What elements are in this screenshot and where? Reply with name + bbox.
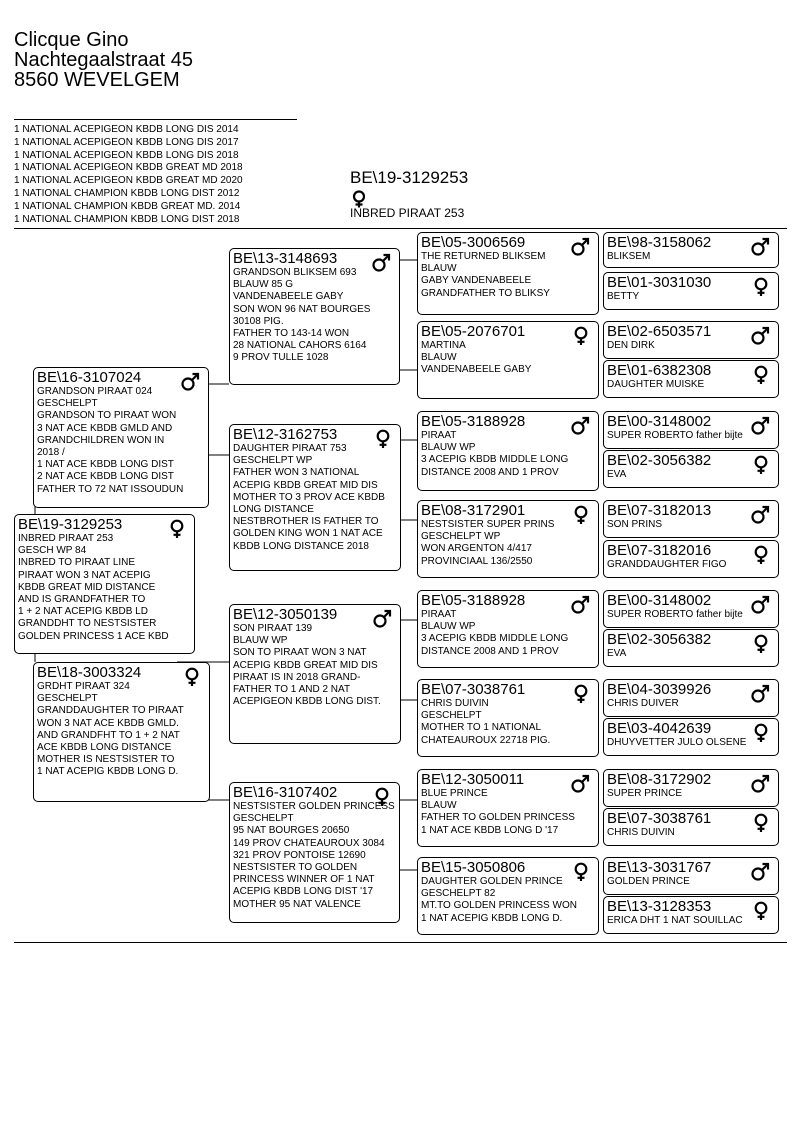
title-item: 1 NATIONAL ACEPIGEON KBDB GREAT MD 2020 <box>14 175 243 187</box>
pigeon-info-line: DISTANCE 2008 AND 1 PROV <box>421 645 559 657</box>
pigeon-info-line: GESCHELPT WP <box>421 531 501 543</box>
pigeon-card-g5l <box>603 718 779 756</box>
pigeon-info-line: MOTHER 95 NAT VALENCE <box>233 898 361 910</box>
male-icon <box>750 416 770 441</box>
male-icon <box>750 326 770 351</box>
pigeon-info-line: GRANDFATHER TO BLIKSY <box>421 287 550 299</box>
pigeon-info-line: GRANDSON TO PIRAAT WON <box>37 410 177 422</box>
ring-number: BE\07-3038761 <box>607 810 712 827</box>
pigeon-info-line: GABY VANDENABEELE <box>421 275 532 287</box>
ring-number: BE\05-2076701 <box>421 323 526 340</box>
pigeon-info-line: EVA <box>607 648 627 659</box>
pigeon-info-line: 9 PROV TULLE 1028 <box>233 352 329 364</box>
pigeon-info-line: GRANDDAUGHTER TO PIRAAT <box>37 705 184 717</box>
pigeon-info-line: WON ARGENTON 4/417 <box>421 543 532 555</box>
pigeon-card-g3b <box>229 424 401 571</box>
pigeon-info-line: 2018 / <box>37 447 65 459</box>
pigeon-info-line: GRANDCHILDREN WON IN <box>37 434 165 446</box>
pigeon-info-line: DISTANCE 2008 AND 1 PROV <box>421 466 559 478</box>
pigeon-card-g4d <box>417 500 599 578</box>
pigeon-info-line: FATHER TO 143-14 WON <box>233 328 350 340</box>
pigeon-info-line: AND GRANDFHT TO 1 + 2 NAT <box>37 729 180 741</box>
pigeon-info-line: DHUYVETTER JULO OLSENE <box>607 737 747 748</box>
pigeon-info-line: PIRAAT <box>421 609 457 620</box>
female-icon <box>572 684 590 709</box>
pigeon-info-line: NESTSISTER GOLDEN PRINCESS <box>233 801 395 812</box>
pigeon-info-line: MT.TO GOLDEN PRINCESS WON <box>421 900 577 912</box>
pigeon-info-line: PIRAAT <box>421 430 457 441</box>
pigeon-info-line: GRDHT PIRAAT 324 <box>37 681 130 692</box>
ring-number: BE\05-3188928 <box>421 413 526 430</box>
pigeon-info-line: SON TO PIRAAT WON 3 NAT <box>233 647 367 659</box>
female-icon <box>752 365 770 390</box>
pigeon-info-line: SON PRINS <box>607 519 663 530</box>
pigeon-info-line: BLAUW WP <box>421 621 476 633</box>
ring-number: BE\12-3050011 <box>421 771 525 788</box>
female-icon <box>168 519 186 544</box>
pigeon-card-g5i <box>603 590 779 628</box>
pigeon-card-g3c <box>229 604 401 744</box>
ring-number: BE\13-3031767 <box>607 859 712 876</box>
pigeon-info-line: 1 NAT ACEPIG KBDB LONG D. <box>37 766 179 778</box>
pigeon-info-line: 95 NAT BOURGES 20650 <box>233 825 350 837</box>
pigeon-card-g5g <box>603 500 779 538</box>
ring-number: BE\13-3148693 <box>233 250 338 267</box>
ring-number: BE\05-3006569 <box>421 234 526 251</box>
pigeon-info-line: THE RETURNED BLIKSEM <box>421 251 546 262</box>
pigeon-info-line: DAUGHTER PIRAAT 753 <box>233 443 347 454</box>
title-item: 1 NATIONAL ACEPIGEON KBDB LONG DIS 2014 <box>14 124 239 135</box>
pigeon-card-g5k <box>603 679 779 717</box>
female-icon <box>374 429 392 454</box>
female-icon <box>572 505 590 530</box>
ring-number: BE\01-6382308 <box>607 362 712 379</box>
ring-number: BE\16-3107402 <box>233 784 338 801</box>
pigeon-info-line: GOLDEN PRINCE <box>607 876 690 887</box>
ring-number: BE\07-3182013 <box>607 502 712 519</box>
pigeon-card-g5c <box>603 321 779 359</box>
pigeon-info-line: FATHER TO GOLDEN PRINCESS <box>421 812 575 824</box>
pigeon-info-line: 30108 PIG. <box>233 315 284 327</box>
pigeon-info-line: GRANDDHT TO NESTSISTER <box>18 618 157 630</box>
title-item: 1 NATIONAL CHAMPION KBDB LONG DIST 2018 <box>14 213 240 225</box>
pigeon-info-line: KBDB LONG DISTANCE 2018 <box>233 540 369 552</box>
pigeon-card-g4b <box>417 321 599 399</box>
pigeon-info-line: DAUGHTER GOLDEN PRINCE <box>421 876 563 887</box>
pigeon-info-line: MOTHER TO 1 NATIONAL <box>421 722 542 734</box>
pigeon-info-line: VANDENABEELE GABY <box>233 291 344 303</box>
pigeon-info-line: GRANDSON BLIKSEM 693 <box>233 267 357 278</box>
pigeon-info-line: NESTSISTER SUPER PRINS <box>421 519 555 530</box>
male-icon <box>372 609 392 634</box>
female-icon <box>752 277 770 302</box>
pigeon-info-line: 3 ACEPIG KBDB MIDDLE LONG <box>421 454 569 466</box>
pigeon-info-line: PROVINCIAAL 136/2550 <box>421 555 533 567</box>
pigeon-card-g5j <box>603 629 779 667</box>
pigeon-card-g5n <box>603 808 779 846</box>
female-icon <box>752 455 770 480</box>
pigeon-card-g5f <box>603 450 779 488</box>
pigeon-info-line: AND IS GRANDFATHER TO <box>18 594 146 606</box>
pigeon-card-g5d <box>603 360 779 398</box>
pigeon-info-line: VANDENABEELE GABY <box>421 364 532 376</box>
ring-number: BE\12-3162753 <box>233 426 338 443</box>
male-icon <box>371 253 391 278</box>
ring-number: BE\07-3182016 <box>607 542 712 559</box>
pigeon-info-line: BETTY <box>607 291 640 302</box>
pigeon-info-line: LONG DISTANCE <box>233 504 314 516</box>
pigeon-info-line: 1 NAT ACEPIG KBDB LONG D. <box>421 912 563 924</box>
pigeon-info-line: EVA <box>607 469 627 480</box>
pigeon-info-line: GRANDDAUGHTER FIGO <box>607 559 727 570</box>
title-item: 1 NATIONAL CHAMPION KBDB LONG DIST 2012 <box>14 187 240 199</box>
pigeon-card-g1 <box>14 514 195 654</box>
pigeon-info-line: GOLDEN KING WON 1 NAT ACE <box>233 528 383 540</box>
pigeon-info-line: PRINCESS WINNER OF 1 NAT <box>233 874 375 886</box>
male-icon <box>750 684 770 709</box>
title-item: 1 NATIONAL ACEPIGEON KBDB LONG DIS 2017 <box>14 136 239 148</box>
pigeon-info-line: WON 3 NAT ACE KBDB GMLD. <box>37 717 179 729</box>
male-icon <box>570 416 590 441</box>
ring-number: BE\00-3148002 <box>607 413 712 430</box>
male-icon <box>750 862 770 887</box>
pigeon-info-line: NESTSISTER TO GOLDEN <box>233 862 358 874</box>
pigeon-card-g3d <box>229 782 400 923</box>
title-item: 1 NATIONAL ACEPIGEON KBDB GREAT MD 2018 <box>14 162 243 174</box>
male-icon <box>750 237 770 262</box>
pigeon-card-g5m <box>603 769 779 807</box>
male-icon <box>180 372 200 397</box>
female-icon <box>572 862 590 887</box>
pigeon-info-line: GESCHELPT <box>421 710 482 722</box>
pigeon-info-line: 28 NATIONAL CAHORS 6164 <box>233 340 367 352</box>
pigeon-info-line: INBRED PIRAAT 253 <box>18 533 114 544</box>
female-icon <box>183 667 201 692</box>
ring-number: BE\98-3158062 <box>607 234 712 251</box>
pigeon-info-line: MOTHER IS NESTSISTER TO <box>37 754 175 766</box>
pigeon-card-g4h <box>417 857 599 935</box>
pigeon-card-g5b <box>603 272 779 310</box>
pigeon-info-line: 149 PROV CHATEAUROUX 3084 <box>233 837 385 849</box>
female-icon <box>373 787 391 812</box>
pigeon-info-line: BLAUW <box>421 263 457 275</box>
female-icon <box>752 634 770 659</box>
ring-number: BE\02-3056382 <box>607 452 712 469</box>
pigeon-info-line: 3 NAT ACE KBDB GMLD AND <box>37 422 173 434</box>
pigeon-info-line: DAUGHTER MUISKE <box>607 379 705 390</box>
male-icon <box>750 505 770 530</box>
ring-number: BE\02-3056382 <box>607 631 712 648</box>
owner-city: 8560 WEVELGEM <box>14 69 180 91</box>
pigeon-card-g5e <box>603 411 779 449</box>
ring-number: BE\01-3031030 <box>607 274 712 291</box>
ring-number: BE\19-3129253 <box>18 516 123 533</box>
male-icon <box>570 595 590 620</box>
pigeon-card-g4a <box>417 232 599 315</box>
ring-number: BE\13-3128353 <box>607 898 712 915</box>
pigeon-info-line: GRANDSON PIRAAT 024 <box>37 386 153 397</box>
pigeon-card-g4e <box>417 590 599 668</box>
female-icon <box>752 723 770 748</box>
pigeon-info-line: GOLDEN PRINCESS 1 ACE KBD <box>18 630 169 642</box>
ring-number: BE\12-3050139 <box>233 606 338 623</box>
pigeon-info-line: CHRIS DUIVIN <box>607 827 675 838</box>
pigeon-card-g5o <box>603 857 779 895</box>
pigeon-info-line: GESCHELPT <box>37 693 98 705</box>
ring-number: BE\03-4042639 <box>607 720 712 737</box>
pigeon-card-g4g <box>417 769 599 847</box>
pigeon-info-line: PIRAAT IS IN 2018 GRAND- <box>233 671 361 683</box>
pigeon-card-g5a <box>603 232 779 268</box>
pigeon-info-line: SUPER ROBERTO father bijte <box>607 609 743 620</box>
pigeon-info-line: CHRIS DUIVIN <box>421 698 489 709</box>
pigeon-info-line: NESTBROTHER IS FATHER TO <box>233 516 379 528</box>
ring-number: BE\00-3148002 <box>607 592 712 609</box>
pigeon-info-line: 2 NAT ACE KBDB LONG DIST <box>37 471 174 483</box>
pigeon-card-g5h <box>603 540 779 578</box>
pigeon-info-line: 1 + 2 NAT ACEPIG KBDB LD <box>18 606 148 618</box>
pigeon-info-line: INBRED TO PIRAAT LINE <box>18 557 136 569</box>
pigeon-info-line: ACEPIGEON KBDB LONG DIST. <box>233 696 381 708</box>
male-icon <box>750 774 770 799</box>
pigeon-info-line: SUPER PRINCE <box>607 788 683 799</box>
pigeon-info-line: BLAUW 85 G <box>233 279 294 291</box>
owner-name: Clicque Gino <box>14 29 129 51</box>
subject-name: INBRED PIRAAT 253 <box>350 206 465 220</box>
pigeon-info-line: FATHER TO 72 NAT ISSOUDUN <box>37 483 184 495</box>
pigeon-card-g2a <box>33 367 209 508</box>
pigeon-info-line: 3 ACEPIG KBDB MIDDLE LONG <box>421 633 569 645</box>
female-icon <box>752 813 770 838</box>
ring-number: BE\18-3003324 <box>37 664 142 681</box>
female-icon <box>572 326 590 351</box>
ring-number: BE\04-3039926 <box>607 681 712 698</box>
pigeon-info-line: FATHER TO 1 AND 2 NAT <box>233 684 351 696</box>
pigeon-info-line: GESCHELPT WP <box>233 455 313 467</box>
pigeon-info-line: ERICA DHT 1 NAT SOUILLAC <box>607 915 743 926</box>
pigeon-info-line: BLAUW <box>421 352 457 364</box>
pigeon-info-line: DEN DIRK <box>607 340 655 351</box>
owner-street: Nachtegaalstraat 45 <box>14 49 194 71</box>
pigeon-info-line: BLAUW <box>421 800 457 812</box>
male-icon <box>750 595 770 620</box>
ring-number: BE\16-3107024 <box>37 369 142 386</box>
pigeon-info-line: SUPER ROBERTO father bijte <box>607 430 743 441</box>
pigeon-card-g3a <box>229 248 400 385</box>
female-icon <box>752 545 770 570</box>
pigeon-info-line: SON WON 96 NAT BOURGES <box>233 303 371 315</box>
pigeon-info-line: BLAUW WP <box>421 442 476 454</box>
pigeon-info-line: ACE KBDB LONG DISTANCE <box>37 742 172 754</box>
pigeon-info-line: CHATEAUROUX 22718 PIG. <box>421 734 551 746</box>
pigeon-info-line: GESCH WP 84 <box>18 545 87 557</box>
pigeon-info-line: PIRAAT WON 3 NAT ACEPIG <box>18 569 151 581</box>
pigeon-info-line: MOTHER TO 3 PROV ACE KBDB <box>233 491 385 503</box>
pigeon-card-g4c <box>417 411 599 491</box>
pigeon-info-line: MARTINA <box>421 340 466 351</box>
pigeon-info-line: SON PIRAAT 139 <box>233 623 313 634</box>
ring-number: BE\08-3172901 <box>421 502 526 519</box>
ring-number: BE\02-6503571 <box>607 323 712 340</box>
pigeon-card-g5p <box>603 896 779 934</box>
ring-number: BE\07-3038761 <box>421 681 526 698</box>
title-item: 1 NATIONAL ACEPIGEON KBDB LONG DIS 2018 <box>14 149 239 161</box>
pigeon-info-line: BLIKSEM <box>607 251 651 262</box>
pigeon-info-line: BLAUW WP <box>233 635 288 647</box>
ring-number: BE\15-3050806 <box>421 859 526 876</box>
pigeon-info-line: GESCHELPT 82 <box>421 888 496 900</box>
pigeon-info-line: CHRIS DUIVER <box>607 698 679 709</box>
title-item: 1 NATIONAL CHAMPION KBDB GREAT MD. 2014 <box>14 200 241 212</box>
pigeon-info-line: ACEPIG KBDB GREAT MID DIS <box>233 659 378 671</box>
pigeon-info-line: FATHER WON 3 NATIONAL <box>233 467 360 479</box>
pigeon-info-line: ACEPIG KBDB LONG DIST '17 <box>233 886 374 898</box>
pigeon-card-g2b <box>33 662 210 802</box>
pigeon-info-line: ACEPIG KBDB GREAT MID DIS <box>233 479 378 491</box>
pigeon-info-line: 1 NAT ACE KBDB LONG D '17 <box>421 824 559 836</box>
male-icon <box>570 774 590 799</box>
ring-number: BE\05-3188928 <box>421 592 526 609</box>
pigeon-info-line: BLUE PRINCE <box>421 788 488 799</box>
pigeon-info-line: 321 PROV PONTOISE 12690 <box>233 849 366 861</box>
pigeon-info-line: GESCHELPT <box>37 398 98 410</box>
pigeon-info-line: GESCHELPT <box>233 813 294 825</box>
pigeon-card-g4f <box>417 679 599 757</box>
ring-number: BE\08-3172902 <box>607 771 712 788</box>
pigeon-info-line: 1 NAT ACE KBDB LONG DIST <box>37 459 174 471</box>
male-icon <box>570 237 590 262</box>
subject-ring: BE\19-3129253 <box>350 168 469 187</box>
pigeon-info-line: KBDB GREAT MID DISTANCE <box>18 581 156 593</box>
female-icon <box>752 901 770 926</box>
